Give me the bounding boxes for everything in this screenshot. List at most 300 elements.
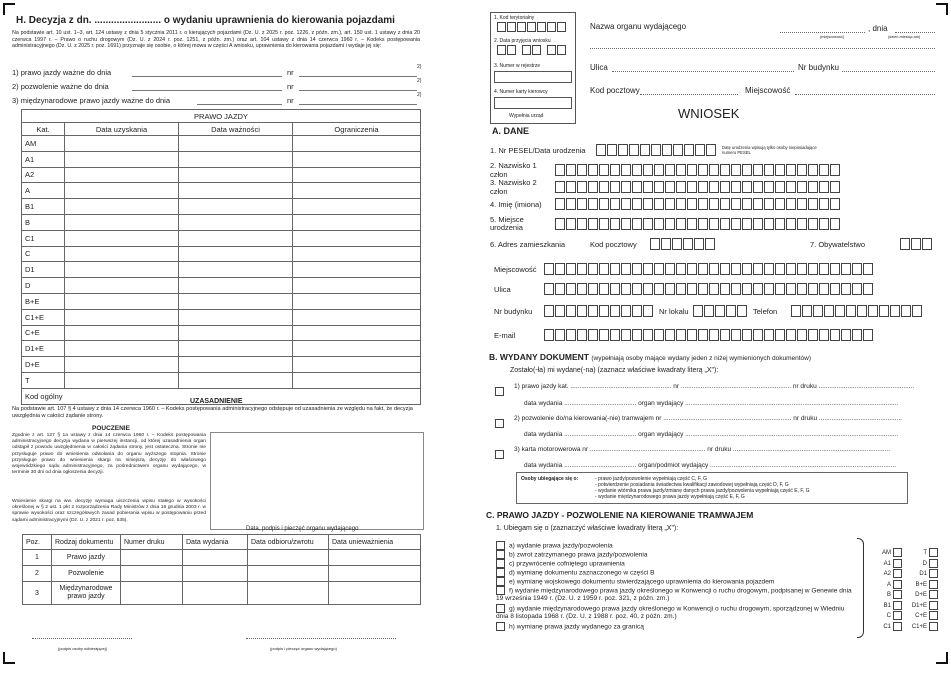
entry-cell[interactable] [65,136,179,152]
category-checkbox[interactable] [893,580,902,589]
char-box[interactable] [901,305,911,317]
b1-checkbox[interactable] [495,383,508,401]
char-box[interactable] [665,181,675,193]
category-option[interactable] [906,622,938,631]
char-box[interactable] [566,181,576,193]
entry-cell[interactable] [293,309,421,325]
char-box[interactable] [720,218,730,230]
category-checkbox[interactable] [929,559,938,568]
category-option[interactable] [870,601,902,610]
char-box[interactable] [709,181,719,193]
char-box[interactable] [819,283,829,295]
postal-code-input[interactable] [650,238,715,250]
char-box[interactable] [672,238,682,250]
char-box[interactable] [643,305,653,317]
char-box[interactable] [753,218,763,230]
char-box[interactable] [555,164,565,176]
category-option[interactable] [906,580,938,589]
entry-cell[interactable] [65,246,179,262]
entry-cell[interactable] [65,357,179,373]
char-box[interactable] [900,238,910,250]
char-box[interactable] [629,144,639,156]
category-checkbox[interactable] [929,569,938,578]
char-box[interactable] [709,164,719,176]
entry-cell[interactable] [293,136,421,152]
char-box[interactable] [841,263,851,275]
char-box[interactable] [599,164,609,176]
entry-cell[interactable] [293,151,421,167]
char-box[interactable] [577,218,587,230]
entry-cell[interactable] [179,278,293,294]
category-option[interactable] [870,548,902,557]
entry-cell[interactable] [179,372,293,388]
char-box[interactable] [599,305,609,317]
entry-cell[interactable] [65,309,179,325]
char-box[interactable] [632,198,642,210]
char-box[interactable] [607,144,617,156]
char-box[interactable] [632,164,642,176]
category-checkbox[interactable] [929,548,938,557]
char-box[interactable] [846,305,856,317]
char-box[interactable] [797,198,807,210]
char-box[interactable] [797,218,807,230]
char-box[interactable] [731,181,741,193]
c-item-checkbox[interactable] [496,550,505,559]
entry-cell[interactable] [293,167,421,183]
char-box[interactable] [786,263,796,275]
char-box[interactable] [544,263,554,275]
b3-checkbox[interactable] [495,446,508,464]
char-box[interactable] [588,263,598,275]
category-checkbox[interactable] [929,611,938,620]
char-box[interactable] [890,305,900,317]
char-box[interactable] [808,263,818,275]
category-option[interactable] [906,559,938,568]
entry-cell[interactable] [293,372,421,388]
char-box[interactable] [720,263,730,275]
char-box[interactable] [775,329,785,341]
char-box[interactable] [764,218,774,230]
char-box[interactable] [566,164,576,176]
char-box[interactable] [555,218,565,230]
char-box[interactable] [775,198,785,210]
char-box[interactable] [753,283,763,295]
char-box[interactable] [651,144,661,156]
char-box[interactable] [830,283,840,295]
char-box[interactable] [643,283,653,295]
surname1-input[interactable] [555,164,840,176]
char-box[interactable] [621,218,631,230]
char-box[interactable] [687,164,697,176]
category-option[interactable] [870,622,902,631]
char-box[interactable] [698,283,708,295]
category-checkbox[interactable] [893,622,902,631]
char-box[interactable] [797,164,807,176]
char-box[interactable] [632,283,642,295]
category-checkbox[interactable] [893,590,902,599]
c-item-checkbox[interactable] [496,559,505,568]
char-box[interactable] [819,218,829,230]
category-option[interactable] [870,611,902,620]
entry-cell[interactable] [179,325,293,341]
char-box[interactable] [863,283,873,295]
char-box[interactable] [742,164,752,176]
char-box[interactable] [753,164,763,176]
char-box[interactable] [808,164,818,176]
char-box[interactable] [643,198,653,210]
char-box[interactable] [720,283,730,295]
char-box[interactable] [698,329,708,341]
birthplace-input[interactable] [555,218,840,230]
c-item-checkbox[interactable] [496,568,505,577]
entry-cell[interactable] [179,136,293,152]
char-box[interactable] [665,198,675,210]
char-box[interactable] [544,283,554,295]
char-box[interactable] [588,198,598,210]
char-box[interactable] [610,283,620,295]
char-box[interactable] [643,181,653,193]
char-box[interactable] [577,329,587,341]
addr-flat-input[interactable] [693,305,747,317]
char-box[interactable] [684,144,694,156]
char-box[interactable] [665,218,675,230]
pesel-input[interactable] [596,144,716,156]
char-box[interactable] [709,218,719,230]
char-box[interactable] [764,329,774,341]
char-box[interactable] [676,218,686,230]
entry-cell[interactable] [179,262,293,278]
entry-cell[interactable] [293,262,421,278]
char-box[interactable] [662,144,672,156]
char-box[interactable] [698,198,708,210]
char-box[interactable] [786,329,796,341]
entry-cell[interactable] [293,293,421,309]
char-box[interactable] [791,305,801,317]
char-box[interactable] [588,218,598,230]
char-box[interactable] [661,238,671,250]
char-box[interactable] [654,198,664,210]
category-checkbox[interactable] [929,580,938,589]
char-box[interactable] [731,218,741,230]
char-box[interactable] [654,329,664,341]
char-box[interactable] [665,283,675,295]
entry-cell[interactable] [179,357,293,373]
entry-cell[interactable] [179,246,293,262]
char-box[interactable] [555,181,565,193]
entry-cell[interactable] [65,199,179,215]
char-box[interactable] [808,283,818,295]
category-checkbox[interactable] [929,601,938,610]
char-box[interactable] [720,181,730,193]
char-box[interactable] [830,198,840,210]
category-checkbox[interactable] [929,590,938,599]
char-box[interactable] [731,263,741,275]
char-box[interactable] [676,198,686,210]
char-box[interactable] [599,218,609,230]
char-box[interactable] [566,283,576,295]
char-box[interactable] [599,283,609,295]
entry-cell[interactable] [293,341,421,357]
char-box[interactable] [830,181,840,193]
char-box[interactable] [654,283,664,295]
char-box[interactable] [731,283,741,295]
c-item-checkbox[interactable] [496,622,505,631]
char-box[interactable] [715,305,725,317]
char-box[interactable] [544,305,554,317]
char-box[interactable] [852,329,862,341]
char-box[interactable] [841,283,851,295]
char-box[interactable] [808,181,818,193]
char-box[interactable] [706,144,716,156]
char-box[interactable] [742,263,752,275]
char-box[interactable] [841,329,851,341]
category-checkbox[interactable] [893,601,902,610]
category-checkbox[interactable] [893,611,902,620]
entry-cell[interactable] [65,183,179,199]
char-box[interactable] [665,263,675,275]
char-box[interactable] [753,181,763,193]
entry-cell[interactable] [179,167,293,183]
c-item-checkbox[interactable] [496,586,505,595]
char-box[interactable] [797,263,807,275]
char-box[interactable] [742,283,752,295]
char-box[interactable] [555,305,565,317]
char-box[interactable] [720,164,730,176]
char-box[interactable] [797,329,807,341]
char-box[interactable] [819,181,829,193]
char-box[interactable] [643,218,653,230]
entry-cell[interactable] [65,278,179,294]
char-box[interactable] [720,198,730,210]
c-item-checkbox[interactable] [496,604,505,613]
char-box[interactable] [632,181,642,193]
entry-cell[interactable] [293,357,421,373]
char-box[interactable] [775,181,785,193]
char-box[interactable] [618,144,628,156]
char-box[interactable] [610,164,620,176]
category-option[interactable] [870,580,902,589]
char-box[interactable] [912,305,922,317]
char-box[interactable] [879,305,889,317]
char-box[interactable] [698,263,708,275]
char-box[interactable] [621,181,631,193]
char-box[interactable] [775,283,785,295]
char-box[interactable] [632,218,642,230]
char-box[interactable] [676,329,686,341]
char-box[interactable] [632,329,642,341]
char-box[interactable] [596,144,606,156]
char-box[interactable] [857,305,867,317]
char-box[interactable] [704,305,714,317]
char-box[interactable] [830,164,840,176]
char-box[interactable] [654,181,664,193]
char-box[interactable] [599,263,609,275]
entry-cell[interactable] [179,309,293,325]
char-box[interactable] [808,218,818,230]
category-checkbox[interactable] [893,569,902,578]
surname2-input[interactable] [555,181,840,193]
email-input[interactable] [544,329,873,341]
char-box[interactable] [577,198,587,210]
char-box[interactable] [654,164,664,176]
citizenship-input[interactable] [900,238,932,250]
char-box[interactable] [555,329,565,341]
char-box[interactable] [687,263,697,275]
char-box[interactable] [863,263,873,275]
entry-cell[interactable] [65,372,179,388]
addr-street-input[interactable] [544,283,873,295]
char-box[interactable] [599,181,609,193]
char-box[interactable] [588,283,598,295]
entry-cell[interactable] [179,199,293,215]
char-box[interactable] [852,263,862,275]
category-option[interactable] [906,548,938,557]
char-box[interactable] [737,305,747,317]
char-box[interactable] [786,218,796,230]
char-box[interactable] [683,238,693,250]
char-box[interactable] [588,164,598,176]
addr-building-input[interactable] [544,305,653,317]
char-box[interactable] [566,305,576,317]
char-box[interactable] [621,305,631,317]
char-box[interactable] [742,329,752,341]
entry-cell[interactable] [179,230,293,246]
entry-cell[interactable] [179,293,293,309]
char-box[interactable] [687,181,697,193]
entry-cell[interactable] [65,293,179,309]
char-box[interactable] [555,283,565,295]
char-box[interactable] [802,305,812,317]
char-box[interactable] [694,238,704,250]
char-box[interactable] [786,164,796,176]
char-box[interactable] [797,283,807,295]
char-box[interactable] [687,329,697,341]
char-box[interactable] [650,238,660,250]
char-box[interactable] [566,329,576,341]
char-box[interactable] [566,218,576,230]
entry-cell[interactable] [179,214,293,230]
char-box[interactable] [610,218,620,230]
char-box[interactable] [742,218,752,230]
char-box[interactable] [764,181,774,193]
category-option[interactable] [906,590,938,599]
char-box[interactable] [698,181,708,193]
char-box[interactable] [786,283,796,295]
char-box[interactable] [698,218,708,230]
char-box[interactable] [819,263,829,275]
char-box[interactable] [621,329,631,341]
char-box[interactable] [852,283,862,295]
char-box[interactable] [599,329,609,341]
char-box[interactable] [922,238,932,250]
char-box[interactable] [610,329,620,341]
char-box[interactable] [726,305,736,317]
category-option[interactable] [906,569,938,578]
char-box[interactable] [577,283,587,295]
char-box[interactable] [709,198,719,210]
char-box[interactable] [819,198,829,210]
category-checkbox[interactable] [929,622,938,631]
char-box[interactable] [813,305,823,317]
char-box[interactable] [695,144,705,156]
char-box[interactable] [819,329,829,341]
char-box[interactable] [687,198,697,210]
char-box[interactable] [621,164,631,176]
char-box[interactable] [742,181,752,193]
char-box[interactable] [610,198,620,210]
category-option[interactable] [870,569,902,578]
char-box[interactable] [786,181,796,193]
char-box[interactable] [577,305,587,317]
entry-cell[interactable] [65,214,179,230]
char-box[interactable] [673,144,683,156]
char-box[interactable] [643,164,653,176]
char-box[interactable] [676,283,686,295]
category-checkbox[interactable] [893,559,902,568]
char-box[interactable] [566,198,576,210]
category-checkbox[interactable] [893,548,902,557]
char-box[interactable] [588,305,598,317]
entry-cell[interactable] [65,262,179,278]
entry-cell[interactable] [179,183,293,199]
entry-cell[interactable] [293,278,421,294]
char-box[interactable] [797,181,807,193]
char-box[interactable] [588,329,598,341]
char-box[interactable] [640,144,650,156]
c-item-checkbox[interactable] [496,577,505,586]
char-box[interactable] [764,263,774,275]
char-box[interactable] [693,305,703,317]
char-box[interactable] [698,164,708,176]
char-box[interactable] [808,329,818,341]
entry-cell[interactable] [293,183,421,199]
char-box[interactable] [720,329,730,341]
phone-input[interactable] [791,305,922,317]
char-box[interactable] [610,263,620,275]
char-box[interactable] [808,198,818,210]
char-box[interactable] [687,283,697,295]
category-option[interactable] [906,611,938,620]
entry-cell[interactable] [65,230,179,246]
char-box[interactable] [621,198,631,210]
entry-cell[interactable] [293,246,421,262]
char-box[interactable] [764,164,774,176]
char-box[interactable] [577,263,587,275]
char-box[interactable] [753,198,763,210]
char-box[interactable] [764,283,774,295]
char-box[interactable] [753,329,763,341]
char-box[interactable] [731,329,741,341]
char-box[interactable] [599,198,609,210]
entry-cell[interactable] [179,151,293,167]
b2-checkbox[interactable] [495,415,508,433]
entry-cell[interactable] [65,325,179,341]
char-box[interactable] [621,283,631,295]
char-box[interactable] [610,305,620,317]
char-box[interactable] [654,263,664,275]
char-box[interactable] [709,283,719,295]
char-box[interactable] [643,329,653,341]
char-box[interactable] [830,329,840,341]
char-box[interactable] [687,218,697,230]
char-box[interactable] [742,198,752,210]
char-box[interactable] [632,263,642,275]
category-option[interactable] [870,590,902,599]
addr-city-input[interactable] [544,263,873,275]
entry-cell[interactable] [179,341,293,357]
char-box[interactable] [676,164,686,176]
c-item-checkbox[interactable] [496,541,505,550]
